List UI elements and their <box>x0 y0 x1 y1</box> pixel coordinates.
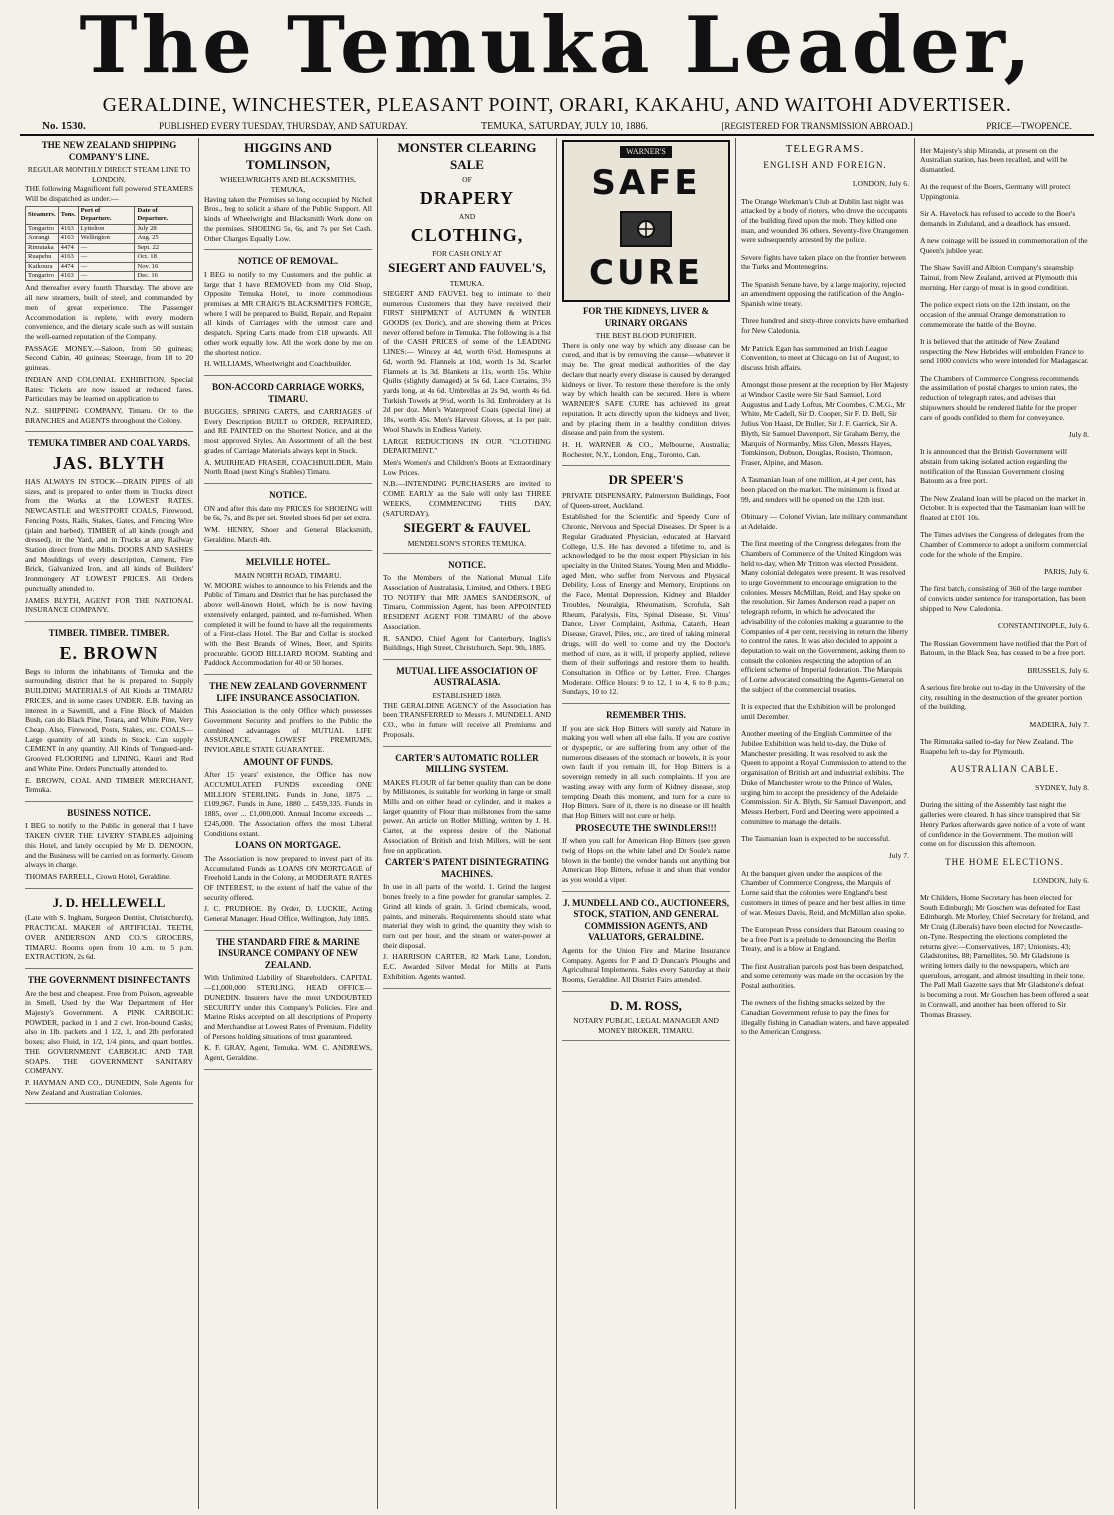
removal-notice <box>204 256 372 376</box>
table-cell: 4474 <box>58 262 78 271</box>
disinfectants-body: Are the best and cheapest. Free from Poison, agreeable in Smell, Used by the War Department of Her Majesty's Government. A PINK CARBOLIC POWDER, packed in 1 and 2 cwt. Iron-bound Casks; also in 1lb. packets and 1 1/2, 1, and 2lb perforated boxes; also Fluid, in 1/2, 1/4 pints, and quart bottles. THE GOVERNMENT CARBOLIC AND TAR SOAPS. THE GOVERNMENT SANITARY COMPANY. <box>25 988 193 1076</box>
news-paragraph: The Tasmanian loan is expected to be successful. <box>741 834 891 843</box>
table-cell: Rimutaka <box>26 243 59 252</box>
warners-safe-cure-illustration <box>562 140 730 302</box>
table-row <box>26 224 193 233</box>
registered-note: [REGISTERED FOR TRANSMISSION ABROAD.] <box>721 121 913 131</box>
shipping-agents: N.Z. SHIPPING COMPANY, Timaru. Or to the BRANCHES and AGENTS throughout the Colony. <box>25 406 193 425</box>
hellewell-body: (Late with S. Ingham, Surgeon Dentist, Christchurch), PRACTICAL MAKER of ARTIFICIAL TEETH, OVER ANDERSON AND CO.'S GROCERS, TIMARU. Rooms open from 10 a.m. to 5 p.m. EXTRACTION, 2s 6d. <box>25 913 193 962</box>
remember-body: If you are sick Hop Bitters will surely aid Nature in making you well when all else fails. If you are costive or dyspeptic, or are suffering from any other of the numerous diseases of the stomach or bowels, it is your own fault if you remain ill, for Hop Bitters is a sovereign remedy in all such complaints. If you are wasting away with any form of Kidney disease, stop tempting Death this moment, and turn for a cure to Hop Bitters. Sure of it, there is no disease or ill health that Hop Bitters will not cure or help. <box>562 723 730 821</box>
cash-only: FOR CASH ONLY AT <box>432 248 502 258</box>
table-cell: — <box>78 243 135 252</box>
brown-signature: E. BROWN, COAL AND TIMBER MERCHANT, Temuka. <box>25 775 193 795</box>
cure-word: CURE <box>589 253 703 294</box>
melville-advert <box>204 557 372 675</box>
mundell-body: Agents for the Union Fire and Marine Insurance Company. Agents for P and D Duncan's Ploughs and Agricultural Implements. Sales every Saturday at their Rooms, Geraldine. All District Fairs attended. <box>562 945 730 985</box>
shoeing-signature: WM. HENRY, Shoer and General Blacksmith, Geraldine. March 4th. <box>204 525 372 544</box>
shipping-body: And thereafter every fourth Thursday. The above are all new steamers, built of steel, and commanded by men of great experience. The Passenger Accommodation is replete, with every modern convenience, and the dietary scale such as will sustain the well-earned reputation of the Company. <box>25 283 193 341</box>
loans-signature: J. C. PRUDHOE. By Order, D. LUCKIE, Acting General Manager. Head Office, Wellington, July 1885. <box>204 904 372 924</box>
shoeing-heading: NOTICE. <box>269 490 307 501</box>
table-row <box>26 253 193 262</box>
column-2 <box>199 138 378 1509</box>
london-dateline: LONDON, July 6. <box>852 179 909 189</box>
mutual-body: To the Members of the National Mutual Life Association of Australasia, Limited, and Others. I BEG TO NOTIFY that MR JAMES SANDERSON, of Timaru, Commission Agent, has been APPOINTED RESIDENT AGENT FOR TIMARU of the above Association. <box>383 573 551 631</box>
table-cell: Nov. 16 <box>135 262 193 271</box>
madeira-dateline: MADEIRA, July 7. <box>1029 719 1089 729</box>
july8-dateline: July 8. <box>1068 429 1089 439</box>
table-cell: 4163 <box>58 271 78 280</box>
brown-name: E. BROWN <box>59 642 159 663</box>
masthead <box>0 0 1114 92</box>
life-insurance-advert <box>204 681 372 931</box>
brown-advert <box>25 628 193 802</box>
boots-line: Men's Women's and Children's Boots at Extraordinary Low Prices. <box>383 458 551 477</box>
july7-dateline: July 7. <box>888 851 909 861</box>
brussels-dateline: BRUSSELS, July 6. <box>1027 665 1089 675</box>
firm-name: SIEGERT AND FAUVEL'S, <box>388 260 546 276</box>
clearing-of: OF <box>462 175 472 185</box>
business-heading: BUSINESS NOTICE. <box>67 807 151 818</box>
brown-section: TIMBER. TIMBER. TIMBER. <box>48 628 170 639</box>
shipping-subheading: REGULAR MONTHLY DIRECT STEAM LINE TO LONDON. <box>27 165 191 184</box>
table-body <box>26 224 193 281</box>
mla-heading: MUTUAL LIFE ASSOCIATION OF AUSTRALASIA. <box>396 665 538 688</box>
stores-line: MENDELSON'S STORES TEMUKA. <box>407 538 527 548</box>
table-cell: 4163 <box>58 253 78 262</box>
news-paragraph: The first meeting of the Congress delegates from the Chambers of Commerce of the United Kingdom was held to-day, when Mr Tritton was elected President. Many colonial delegates were present. It was resolved to urge Government to encourage emigration to the colonies. Messrs McMillan, Reid, and Hay spoke on the resolution. Sir James Anderson read a paper on telegraph reform, in which he advocated the advisability of the colonies making a guarantee to the Companies of 4 per cent, receiving in return the liberty to control the rates. It was also decided to appoint a deputation to wait on the Government, asking them to consult the colonies respecting the adoption of an efficient scheme of Imperial federation. The Marquis of Lorne advocated consulting the Agents-General on the subject of the commercial treaties. <box>741 539 909 694</box>
patent-signature: J. HARRISON CARTER, 82 Mark Lane, London, E.C. Awarded Silver Medal for Mills at Paris Exhibition. Agents wanted. <box>383 952 551 981</box>
life-insurance-heading: THE NEW ZEALAND GOVERNMENT LIFE INSURANCE ASSOCIATION. <box>209 681 367 703</box>
hop-bitters-advert <box>562 710 730 892</box>
news-paragraph: Her Majesty's ship Miranda, at present on the Australian station, has been recalled, and will be dismantled. <box>920 145 1068 175</box>
shipping-heading: THE NEW ZEALAND SHIPPING COMPANY'S LINE. <box>41 140 177 162</box>
and-label: AND <box>458 212 476 221</box>
issue-price: PRICE—TWOPENCE. <box>986 121 1072 131</box>
standard-signature: K. F. GRAY, Agent, Temuka. WM. C. ANDREWS, Agent, Geraldine. <box>204 1043 372 1063</box>
standard-heading: THE STANDARD FIRE & MARINE INSURANCE COMPANY OF NEW ZEALAND. <box>216 936 360 970</box>
table-header-row <box>26 206 193 224</box>
news-paragraph: It is believed that the attitude of New Zealand respecting the New Hebrides will embolden France to send 1000 convicts who were intended for Madagascar. <box>920 336 1089 366</box>
news-paragraph: It is expected that the Exhibition will be prolonged until December. <box>741 702 896 721</box>
higgins-heading: HIGGINS AND TOMLINSON, <box>244 140 332 172</box>
news-paragraph: Severe fights have taken place on the frontier between the Turks and Montenegrins. <box>741 252 906 272</box>
blyth-signature: JAMES BLYTH, AGENT FOR THE NATIONAL INSURANCE COMPANY. <box>25 595 193 615</box>
paris-dateline: PARIS, July 6. <box>1044 567 1089 577</box>
shoeing-notice <box>204 490 372 551</box>
constantinople-body: The Russian Government have notified that the Port of Batoum, in the Black Sea, has ceased to be a free port. <box>920 638 1087 658</box>
madeira-body: The Rimutaka sailed to-day for New Zealand. The Ruapehu left to-day for Plymouth. <box>920 736 1073 756</box>
mla-established: ESTABLISHED 1869. <box>432 690 502 700</box>
publication-schedule: PUBLISHED EVERY TUESDAY, THURSDAY, AND SATURDAY. <box>159 121 408 131</box>
funds-heading: AMOUNT OF FUNDS. <box>243 756 333 767</box>
news-paragraph: The first Australian parcels post has been despatched, and some ceremony was made on the occasion by the Postal authorities. <box>741 961 904 990</box>
mundell-advert <box>562 898 730 992</box>
blyth-advert <box>25 438 193 622</box>
news-paragraph: The Orange Workman's Club at Dublin last night was attacked by a body of rioters, who drove the occupants of the building fired upon the mob. They killed one man, and wounded 36 others. Seventy-five Orangemen were subsequently arrested by the police. <box>741 196 909 245</box>
table-row <box>26 271 193 280</box>
warner-advert <box>562 306 730 466</box>
column-5 <box>736 138 915 1509</box>
loans-heading: LOANS ON MORTGAGE. <box>235 840 341 851</box>
newspaper-title: The Temuka Leader, <box>79 0 1035 91</box>
melville-body: W. MOORE wishes to announce to his Friends and the Public of Timaru and District that he has purchased the above well-known Hotel, which he is now having extensively enlarged, painted, and re-furnished. When completed it will be found to have all the requirements of a First-class Hotel. The Bar and Cellar is stocked with the Best Brands of Wines, Beer, and Spirits procurable. GOOD BILLIARD ROOM. Stabling and Paddock Accommodation for 40 or 50 horses. <box>204 580 372 668</box>
higgins-body: Having taken the Premises so long occupied by Nichol Bros., beg to solicit a share of the Public Support. All kinds of Wheelwright and Blacksmith Work done on the premises. SHOEING 5s, 6s, and 7s per Set Cash. Other Charges Equally Low. <box>204 194 372 243</box>
news-paragraph: A Tasmanian loan of one million, at 4 per cent, has been placed on the market. The minimum is fixed at 99, and tenders will be opened on the 12th inst. <box>741 475 900 504</box>
disinfectants-heading: THE GOVERNMENT DISINFECTANTS <box>27 975 191 986</box>
news-paragraph: Sir A. Havelock has refused to accede to the Boer's demands in Zululand, and a deadlock has ensued. <box>920 209 1076 229</box>
table-cell: 4163 <box>58 224 78 233</box>
news-paragraph: Three hundred and sixty-three convicts have embarked for New Caledonia. <box>741 316 908 336</box>
news-paragraph: The Times advises the Congress of delegates from the Chamber of Commerce to adopt a uniform commercial code for the whole of the Empire. <box>920 530 1088 559</box>
warner-body: There is only one way by which any disease can be cured, and that is by removing the cause—whatever it may be. The great medical authorities of the day declare that nearly every disease is caused by deranged kidneys or liver. To restore these therefore is the only way by which health can be secured. Here is where WARNER'S SAFE CURE has achieved its great reputation. It acts directly upon the kidneys and liver, and by placing them in a healthy condition drives disease and pain from the system. <box>562 340 730 438</box>
warner-signature: H. H. WARNER & CO., Melbourne, Australia; Rochester, N.Y., London, Eng., Toronto, Can. <box>562 439 730 459</box>
ross-advert <box>562 998 730 1041</box>
table-cell: Lyttelton <box>78 224 135 233</box>
telegrams-heading: TELEGRAMS. <box>785 143 865 155</box>
column-6 <box>915 138 1094 1509</box>
table-cell: Tongariro <box>26 224 59 233</box>
remember-heading: REMEMBER THIS. <box>606 710 686 721</box>
elections-dateline: LONDON, July 6. <box>1032 875 1089 885</box>
sydney-dateline: SYDNEY, July 8. <box>1035 783 1089 793</box>
news-paragraph: At the banquet given under the auspices of the Chamber of Commerce Congress, the Marquis of Lorne said that the colonies were England's best customers in times of peace and her best allies in time of war. Messrs Davis, Reid, and McMillan also spoke. <box>741 868 906 917</box>
shoeing-body: ON and after this date my PRICES for SHOEING will be 6s, 7s, and 8s per set. Steeled shoes 6d per set extra. <box>204 503 372 523</box>
table-cell: Wellington <box>78 234 135 243</box>
bon-accord-body: BUGGIES, SPRING CARTS, and CARRIAGES of Every Description BUILT to ORDER, REPAIRED, and RE PAINTED on the Shortest Notice, and at the most approved Styles. An Assortment of all the best grades of Carriage Materials always kept in Stock. <box>204 407 372 455</box>
passage-money: PASSAGE MONEY.—Saloon, from 50 guineas; Second Cabin, 40 guineas; Steerage, from 18 to 20 guineas. <box>25 343 193 373</box>
table-row <box>26 262 193 271</box>
table-cell: July 28 <box>135 224 193 233</box>
table-cell: — <box>78 253 135 262</box>
news-paragraph: The New Zealand loan will be placed on the market in October. It is expected that the Tasmanian loan will be floated at £101 10s. <box>920 493 1086 523</box>
warner-best: THE BEST BLOOD PURIFIER. <box>595 331 697 341</box>
patent-heading: CARTER'S PATENT DISINTEGRATING MACHINES. <box>384 857 550 879</box>
carter-body: MAKES FLOUR of far better quality than can be done by Millstones, is suitable for working in large or small Mills and on either head or cylinder, and it makes a larger quantity of Flour than millstones from the same power. An article on Roller Milling, written by J. H. Carter, at the express desire of the National Association of British and Irish Millers, will be sent free on application. <box>383 777 551 855</box>
fraud-body: If when you call for American Hop Bitters (see green twig of Hops on the white label and Dr Soule's name blown in the bottle) the vendor hands out anything but American Hop Bitters, refuse it and shun that vendor as you would a viper. <box>562 836 730 885</box>
removal-body: I BEG to notify to my Customers and the public at large that I have REMOVED from my Old Shop, Opposite Temuka Hotel, to more commodious premises at MR CRAIG'S BLACKSMITH'S FORGE, where I will be prepared to Build, Repair, and Repaint all kinds of Carriages with the utmost care and despatch. Spring Carts made from £18 upwards. All other work equally low. All the work done by me on the shortest notice. <box>204 269 372 357</box>
removal-signature: H. WILLIAMS, Wheelwright and Coachbuilder. <box>204 359 352 369</box>
business-signature: THOMAS FARRELL, Crown Hotel, Geraldine. <box>25 872 172 882</box>
table-row <box>26 243 193 252</box>
hellewell-name: J. D. HELLEWELL <box>52 894 166 910</box>
table-cell: Aug. 25 <box>135 234 193 243</box>
news-paragraph: The Spanish Senate have, by a large majority, rejected an amendment opposing the ratification of the Anglo-Spanish wine treaty. <box>741 279 906 309</box>
disinfectants-advert <box>25 975 193 1104</box>
table-cell: Dec. 16 <box>135 271 193 280</box>
carter-heading: CARTER'S AUTOMATIC ROLLER MILLING SYSTEM. <box>395 752 539 775</box>
carter-advert <box>383 753 551 989</box>
news-paragraph: The police expect riots on the 12th instant, on the occasion of the annual Orange demonstration to commemorate the battle of the Boyne. <box>920 300 1071 329</box>
news-paragraph: The owners of the fishing smacks seized by the Canadian Government refuse to pay the fines for illegally fishing in Canadian waters, and have appealed to the American Congress. <box>741 998 909 1037</box>
melville-heading: MELVILLE HOTEL. <box>245 557 331 568</box>
sale-body: SIEGERT AND FAUVEL beg to intimate to their numerous Customers that they have received their FIRST SHIPMENT of AUTUMN & WINTER GOODS (ex Doric), and are showing them at Prices never offered before in Temuka. The following is a list of the CASH PRICES of some of the LEADING LINES:— Wincey at 4d, worth 6½d. Homespuns at 6d, worth 9d. Flannels at 10d, worth 1s 3d. Scarlet Flannels at 1s 3d. Blankets at 11s, worth 15s. White Quilts (slightly damaged) at 5s 6d. Lace Curtains, 3½ yards long, at 4s 6d. Umbrellas at 2s 9d, worth 4s 6d. Turkish Towels at 9½d, worth 1s 3d. Embroidery at 1s 2d per doz. Men's Waterproof Coats (special line) at 18s, worth 45s. Men's Harvest Gloves, at 1s per pair. Wool Shawls in Endless Variety. <box>383 288 551 434</box>
mutual-heading: NOTICE. <box>448 559 486 570</box>
blyth-body: HAS ALWAYS IN STOCK—DRAIN PIPES of all sizes, and is prepared to order them in Trucks direct from the Works at the LOWEST RATES. NEWCASTLE and WESTPORT COALS, Firewood, Fencing Posts, Rails, Stakes, Gates, and Fencing Wire (plain and barbed). TIMBER of all kinds (rough and dressed), in the Yard, and in Trucks at any Railway Station direct from the Mills. DOORS AND SASHES and Mouldings of every description, Cement, Fire Brick, Galvanized Iron, and all kinds of Builders' Ironmongery AT LOWEST PRICES. All Orders punctually attended to. <box>25 477 193 593</box>
melville-subheading: MAIN NORTH ROAD, TIMARU. <box>234 570 342 580</box>
warner-for: FOR THE KIDNEYS, LIVER & URINARY ORGANS <box>582 306 710 328</box>
clearing-heading: MONSTER CLEARING SALE <box>397 140 537 172</box>
news-paragraph: Obituary — Colonel Vivian, late military commandant at Adelaide. <box>741 512 908 531</box>
columns <box>20 138 1094 1509</box>
paris-body: The first batch, consisting of 360 of the large number of convicts under sentence for transportation, has been shipped to New Caledonia. <box>920 584 1086 613</box>
speer-advert <box>562 472 730 704</box>
table-cell: 4163 <box>58 234 78 243</box>
news-paragraph: The Shaw Savill and Albion Company's steamship Tainui, from New Zealand, arrived at Plymouth this morning. Her cargo of meat is in good condition. <box>920 263 1078 292</box>
loans-body: The Association is now prepared to invest part of its Accumulated Funds as LOANS ON MORTGAGE of Freehold Lands in the Colony, at MODERATE RATES OF INTEREST, to the extent of half the value of the security offered. <box>204 853 372 902</box>
mutual-notice <box>383 560 551 660</box>
home-elections-heading: THE HOME ELECTIONS. <box>945 856 1064 867</box>
table-cell: Kaikoura <box>26 262 59 271</box>
telegram-paragraphs-2 <box>741 869 909 1038</box>
clearing-sale-advert <box>383 140 551 554</box>
speer-body: Established for the Scientific and Speedy Cure of Chronic, Nervous and Special Diseases. Dr Speer is a Regular Graduated Physician, educated at Harvard College, U.S. He has devoted a lifetime to, and is acknowledged to be the most expert Physician in his specialty in the United States. Young Men and Middle-aged Men, who suffer from Nervous and Physical Debility, Loss of Energy and Memory, Eruptions on the Face, Mental Depression, Kidney and Bladder Troubles, Neuralgia, Rheumatism, Scrofula, Salt Rheum, Paralysis, Fits, Spinal Disease, St. Vitus' Dance, Liver Complaint, Asthma, Catarrh, Heart Disease, Gravel, Piles, etc., are tired of taking mineral drugs, will do well to come and try the Doctor's method of cure, as it will, if properly applied, relieve them of their sufferings and restore them to health. Consultation in Office or by Letter, Free. Charges Moderate. Office Hours: 9 to 12, 1 to 4, 6 to 8 p.m.; Sundays, 10 to 12. <box>562 512 730 697</box>
drapery-heading: DRAPERY <box>419 187 515 208</box>
removal-heading: NOTICE OF REMOVAL. <box>237 256 339 267</box>
blyth-name: JAS. BLYTH <box>52 452 166 473</box>
column-1 <box>20 138 199 1509</box>
brussels-body: A serious fire broke out to-day in the University of the city, resulting in the destruction of the greater portion of the building. <box>920 682 1086 712</box>
table-row <box>26 234 193 243</box>
column-3 <box>378 138 557 1509</box>
firm-town: TEMUKA. <box>449 279 485 289</box>
issue-number: No. 1530. <box>42 120 86 132</box>
nb-line: N.B.—INTENDING PURCHASERS are invited to COME EARLY as the Sale will only last THREE WEEKS, COMMENCING THIS DAY, (SATURDAY). <box>383 479 551 518</box>
warner-badge: WARNER'S <box>620 146 672 158</box>
cable-paragraphs <box>920 146 1089 423</box>
standard-body: With Unlimited Liability of Shareholders. CAPITAL—£1,000,000 STERLING. HEAD OFFICE—DUNEDIN. Insurers have the most UNDOUBTED SECURITY under this Company's Policies. Fire and Marine Risks accepted on all descriptions of Property and Merchandise at Lowest Rates of Premium. Fidelity of Persons holding situations of trust guaranteed. <box>204 973 372 1041</box>
fraud-heading: PROSECUTE THE SWINDLERS!!! <box>575 822 717 833</box>
blyth-section: TEMUKA TIMBER AND COAL YARDS. <box>28 438 190 449</box>
higgins-advert <box>204 140 372 250</box>
safe-word: SAFE <box>591 162 701 203</box>
business-body: I BEG to notify to the Public in general that I have TAKEN OVER THE LIVERY STABLES adjoining this Hotel, and lately occupied by Mr D. DENOON, and the Business will be carried on as formerly. Groom always in charge. <box>25 821 193 870</box>
sydney-body: During the sitting of the Assembly last night the galleries were cleared. It has since transpired that Sir Henry Parkes afterwards gave notice of a vote of want of confidence in the Government. The motion will come on for discussion this afternoon. <box>920 800 1086 849</box>
table-header: Port of Departure. <box>78 206 135 224</box>
table-header: Date of Departure. <box>135 206 193 224</box>
table-cell: Aorangi <box>26 234 59 243</box>
news-paragraph: Mr Patrick Egan has summoned an Irish League Convention, to meet at Chicago on 1st of August, to discuss Irish affairs. <box>741 343 899 372</box>
constantinople-dateline: CONSTANTINOPLE, July 6. <box>998 621 1089 631</box>
brown-body: Begs to inform the inhabitants of Temuka and the surrounding district that he is prepared to Supply BUILDING MATERIALS of All Kinds at TIMARU PRICES, and in some cases UNDER. E.B. having an interest in a Sawmill, and a Fine Block of Maiden Bush, can do Black Pine, Totara, and White Pine, Very Cheap. Also, Firewood, Posts, Stakes, etc. COALS—Large quantity of all kinds in Stock. Can supply CEMENT in any quantity. All Kinds of Tongued-and-Grooved FLOORING and LINING, Kauri and Red and White Pine. Orders Punctually attended to. <box>25 666 193 773</box>
table-cell: 4474 <box>58 243 78 252</box>
news-paragraph: At the request of the Boers, Germany will protect Uppingtonia. <box>920 182 1071 202</box>
patent-body: In use in all parts of the world. 1. Grind the largest bones freely to a fine powder for granular samples. 2. Grind all kinds of grain. 3. Grind chemicals, wood, paints, and minerals. Requirements should state what material they wish to grind, the quantity they wish to turn out per hour, and the steam or water-power at their disposal. <box>383 882 551 950</box>
higgins-subheading: WHEELWRIGHTS AND BLACKSMITHS, TEMUKA, <box>220 175 356 194</box>
business-notice <box>25 808 193 889</box>
news-paragraph: It is announced that the British Government will abstain from taking isolated action regarding the notification of the Russian Government closing Batoum as a free port. <box>920 447 1068 486</box>
firm-name-repeat: SIEGERT & FAUVEL <box>403 520 531 536</box>
cable-paragraphs-2 <box>920 447 1089 559</box>
hellewell-advert <box>25 895 193 969</box>
table-header: Steamers. <box>26 206 59 224</box>
telegram-paragraphs <box>741 197 909 844</box>
bon-accord-signature: A. MUIRHEAD FRASER, COACHBUILDER, Main North Road (next King's Stables) Timaru. <box>204 457 372 477</box>
ross-heading: D. M. ROSS, <box>610 997 682 1013</box>
english-foreign-heading: ENGLISH AND FOREIGN. <box>763 160 887 171</box>
news-paragraph: The Chambers of Commerce Congress recommends the assimilation of postal charges to union rates, the reduction of telegraph rates, and advises that shipowners should be rendered liable for the proper care of goods confided to them for conveyance. <box>920 373 1079 422</box>
table-cell: Oct. 18 <box>135 253 193 262</box>
clothing-reductions: LARGE REDUCTIONS IN OUR "CLOTHING DEPARTMENT." <box>383 436 551 456</box>
table-cell: — <box>78 271 135 280</box>
news-paragraph: A new coinage will be issued in commemoration of the Queen's jubilee year. <box>920 236 1088 256</box>
speer-heading: DR SPEER'S <box>608 472 684 488</box>
issue-date: TEMUKA, SATURDAY, JULY 10, 1886. <box>480 120 648 132</box>
bon-accord-advert <box>204 382 372 484</box>
ross-subheading: NOTARY PUBLIC, LEGAL MANAGER AND MONEY BROKER, TIMARU. <box>573 1016 719 1036</box>
mutual-signature: R. SANDO, Chief Agent for Canterbury, Inglis's Buildings, High Street, Christchurch, Sept. 9th, 1885. <box>383 633 551 653</box>
dateline <box>20 118 1094 136</box>
safe-strongbox-icon <box>616 209 676 249</box>
shipping-intro: THE following Magnificent full powered STEAMERS Will be dispatched as under:— <box>25 184 193 204</box>
news-paragraph: The European Press considers that Batoum ceasing to be a free Port is a prelude to denouncing the Berlin Treaty, and is a blow at England. <box>741 924 905 954</box>
exhibition-rates: INDIAN AND COLONIAL EXHIBITION. Special Rates: Tickets are now issued at reduced fares. Particulars may be learned on application to <box>25 374 193 404</box>
funds-body: After 15 years' existence, the Office has now ACCUMULATED FUNDS exceeding ONE MILLION STERLING. Funds in June, 1875 ... £109,967. Funds in June, 1880 ... £459,335. Funds in 1885, over ... £1,000,000. Annual Income exceeds ... £245,000. The Association offers the most Liberal Conditions extant. <box>204 770 372 838</box>
clothing-heading: CLOTHING, <box>410 224 524 245</box>
bon-accord-heading: BON-ACCORD CARRIAGE WORKS, TIMARU. <box>211 381 365 404</box>
speer-subheading: PRIVATE DISPENSARY, Palmerston Buildings, Foot of Queen-street, Auckland. <box>562 491 730 510</box>
news-paragraph: Amongst those present at the reception by Her Majesty at Windsor Castle were Sir Saul Samuel, Lord Augustus and Lady Loftus, Mr Coombes, C.M.G., Mr White, Mr Cadell, Sir D. Cooper, Sir F. D. Bell, Sir Julius Von Haast, Dr Buller, Sir J. F. Garrick, Sir A. Blyth, Sir Samuel Davenport, Sir Graham Berry, the Marquis of Normanby, Miss Glen, Messrs Hayes, Tomkinson, Dobson, Douglas, Rosisto, Thomson, Fraser, Alpine, and Mason. <box>741 380 909 467</box>
shipping-advert <box>25 140 193 432</box>
table-cell: Sept. 22 <box>135 243 193 252</box>
mla-advert <box>383 666 551 747</box>
newspaper-subtitle: GERALDINE, WINCHESTER, PLEASANT POINT, ORARI, KAKAHU, AND WAITOHI ADVERTISER. <box>102 94 1012 116</box>
steamer-schedule-table <box>25 206 193 282</box>
disinfectants-signature: P. HAYMAN AND CO., DUNEDIN, Sole Agents for New Zealand and Australian Colonies. <box>25 1078 193 1097</box>
standard-insurance-advert <box>204 937 372 1070</box>
australian-cable-heading: AUSTRALIAN CABLE. <box>950 763 1059 774</box>
table-header: Tons. <box>58 206 78 224</box>
news-paragraph: Another meeting of the English Committee of the Jubilee Exhibition was held to-day, the Duke of Manchester presiding. It was resolved to ask the Queen to appoint a Royal Commission to attend to the organisation of British art and industrial exhibits. The Duke of Manchester wrote to the Prince of Wales, urging him to accept the presidency of the Adelaide Commission. Sir A. Blyth, Sir Samuel Davenport, and Messrs Herbert, Ford and Deering were appointed a committee to manage the details. <box>741 729 907 826</box>
mundell-heading: J. MUNDELL AND CO., AUCTIONEERS, STOCK, STATION, AND GENERAL COMMISSION AGENTS, AND VALUATORS, GERALDINE. <box>562 897 730 943</box>
table-cell: Tongariro <box>26 271 59 280</box>
table-cell: — <box>78 262 135 271</box>
mla-body: THE GERALDINE AGENCY of the Association has been TRANSFERRED to Messrs J. MUNDELL AND CO., who in future will receive all Premiums and Proposals. <box>383 700 551 739</box>
life-insurance-body: This Association is the only Office which possesses Government Security and proffers to the Public the combined advantages of MUTUAL LIFE ASSURANCE, LOWEST PREMIUMS, INVIOLABLE STATE GUARANTEE. <box>204 706 372 755</box>
table-cell: Ruapehu <box>26 253 59 262</box>
column-4 <box>557 138 736 1509</box>
elections-body: Mr Childers, Home Secretary has been elected for South Edinburgh; Mr Goschen was defeated for East Edinburgh. Mr Morley, Chief Secretary for Ireland, and Mr Craig (Liberals) have been elected for Newcastle-on-Tyne. Respecting the elections completed the returns give:—Conservatives, 187; Unionists, 43; Gladstonites, 88; Parnellites, 50. Mr Gladstone is writing letters daily to the newspapers, which are querulous, arrogant, and almost insulting in their tone. The Pall Mall Gazette says that Mr Gladstone's defeat is becoming a rout. Mr Goschen has been offered a seat in Cornwall, and another has been offered to Sir Thomas Brassey. <box>920 893 1089 1019</box>
